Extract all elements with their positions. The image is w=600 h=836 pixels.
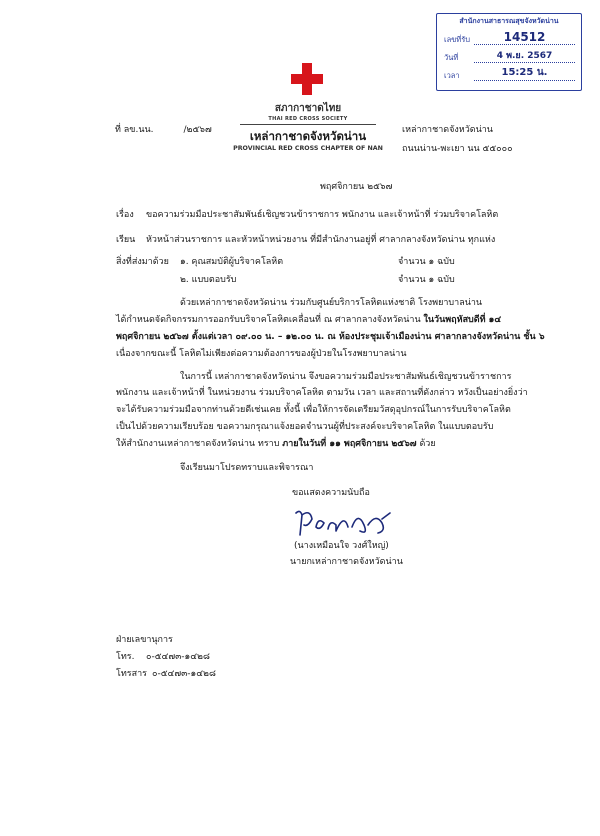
chapter-name-th: เหล่ากาชาดจังหวัดน่าน	[249, 129, 367, 143]
chapter-name-en: PROVINCIAL RED CROSS CHAPTER OF NAN	[233, 145, 383, 152]
stamp-date-label: วันที่	[444, 53, 459, 62]
closing-request: จึงเรียนมาโปรดทราบและพิจารณา	[180, 463, 314, 473]
subject-label: เรื่อง	[116, 210, 134, 220]
enclosure-qty: จำนวน ๑ ฉบับ	[398, 257, 455, 267]
footer-fax-label: โทรสาร	[116, 669, 147, 679]
doc-number-prefix: ที่ ลข.นน.	[115, 125, 154, 135]
enclosure-item: ๒. แบบตอบรับ	[180, 275, 237, 285]
para2-line-2: พนักงาน และเจ้าหน้าที่ ในหน่วยงาน ร่วมบริจาคโลหิต ตามวัน เวลา และสถานที่ดังกล่าว หวังเป็นอย่างยิ่งว่า	[116, 388, 528, 398]
footer-tel: ๐-๕๔๗๓-๑๔๒๘	[146, 652, 210, 662]
footer-fax: ๐-๕๔๗๓-๑๔๒๘	[152, 669, 216, 679]
closing-salutation: ขอแสดงความนับถือ	[292, 488, 370, 498]
para1-line-4: เนื่องจากขณะนี้ โลหิตไม่เพียงต่อความต้องการของผู้ป่วยในโรงพยาบาลน่าน	[116, 349, 407, 359]
org-name-en: THAI RED CROSS SOCIETY	[268, 116, 348, 122]
stamp-date: 4 พ.ย. 2567	[496, 51, 553, 61]
stamp-time: 15:25 น.	[501, 67, 548, 78]
stamp-time-label: เวลา	[444, 71, 460, 80]
para2-line-1: ในการนี้ เหล่ากาชาดจังหวัดน่าน จึงขอความร่วมมือประชาสัมพันธ์เชิญชวนข้าราชการ	[180, 372, 512, 382]
doc-number	[115, 124, 212, 136]
para1-line-1: ด้วยเหล่ากาชาดจังหวัดน่าน ร่วมกับศูนย์บริการโลหิตแห่งชาติ โรงพยาบาลน่าน	[180, 298, 483, 308]
para1-event-date: ในวันพฤหัสบดีที่ ๑๔	[423, 315, 502, 325]
org-name-th: สภากาชาดไทย	[274, 103, 342, 114]
to-label: เรียน	[116, 235, 136, 245]
para2-line-3: จะได้รับความร่วมมือจากท่านด้วยดีเช่นเคย ทั้งนี้ เพื่อให้การจัดเตรียมวัสดุอุปกรณ์ในการรับบริจาคโลหิต	[116, 405, 511, 415]
letterhead-rule	[240, 124, 376, 125]
sender-line-2: ถนนน่าน-พะเยา นน ๕๕๐๐๐	[402, 144, 513, 154]
stamp-recv-label: เลขที่รับ	[444, 35, 471, 44]
stamp-row-date	[444, 50, 575, 65]
para2-line-5	[116, 438, 436, 450]
enclosure-qty: จำนวน ๑ ฉบับ	[398, 275, 455, 285]
para2-line-5-tail: ด้วย	[416, 439, 436, 449]
receipt-stamp	[436, 13, 582, 91]
para1-line-3: พฤศจิกายน ๒๕๖๗ ตั้งแต่เวลา ๐๙.๐๐ น. – ๑๒.๐๐ น. ณ ห้องประชุมเจ้าเมืองน่าน ศาลากลางจังหวัดน่าน ชั้น ๖	[116, 332, 545, 342]
doc-number-year: /๒๕๖๗	[183, 125, 212, 135]
para2-line-4: เป็นไปด้วยความเรียบร้อย ขอความกรุณาแจ้งยอดจำนวนผู้ที่ประสงค์จะบริจาคโลหิต ในแบบตอบรับ	[116, 422, 494, 432]
enclosures-label: สิ่งที่ส่งมาด้วย	[116, 257, 169, 267]
letter-date: พฤศจิกายน ๒๕๖๗	[320, 182, 393, 192]
stamp-office: สำนักงานสาธารณสุขจังหวัดน่าน	[459, 17, 559, 25]
para1-line-2-text: ได้กำหนดจัดกิจกรรมการออกรับบริจาคโลหิตเคลื่อนที่ ณ ศาลากลางจังหวัดน่าน	[116, 315, 424, 325]
signature	[290, 505, 400, 541]
red-cross-icon-bar	[291, 74, 323, 84]
subject-text: ขอความร่วมมือประชาสัมพันธ์เชิญชวนข้าราชการ พนักงาน และเจ้าหน้าที่ ร่วมบริจาคโลหิต	[146, 210, 499, 220]
stamp-row-time	[444, 68, 575, 83]
para2-line-5-text: ให้สำนักงานเหล่ากาชาดจังหวัดน่าน ทราบ	[116, 439, 283, 449]
stamp-row-recv	[444, 32, 575, 47]
to-text: หัวหน้าส่วนราชการ และหัวหน้าหน่วยงาน ที่มีสำนักงานอยู่ที่ ศาลากลางจังหวัดน่าน ทุกแห่ง	[146, 235, 496, 245]
para1-line-2	[116, 314, 501, 326]
footer-tel-label: โทร.	[116, 652, 135, 662]
enclosure-item: ๑. คุณสมบัติผู้บริจาคโลหิต	[180, 257, 284, 267]
signatory-position: นายกเหล่ากาชาดจังหวัดน่าน	[290, 557, 403, 567]
stamp-recv-no: 14512	[503, 30, 546, 44]
signatory-name: (นางเหมือนใจ วงศ์ใหญ่)	[294, 541, 389, 551]
footer-dept: ฝ่ายเลขานุการ	[116, 635, 173, 645]
sender-line-1: เหล่ากาชาดจังหวัดน่าน	[402, 125, 493, 135]
para2-deadline: ภายในวันที่ ๑๑ พฤศจิกายน ๒๕๖๗	[282, 439, 417, 449]
